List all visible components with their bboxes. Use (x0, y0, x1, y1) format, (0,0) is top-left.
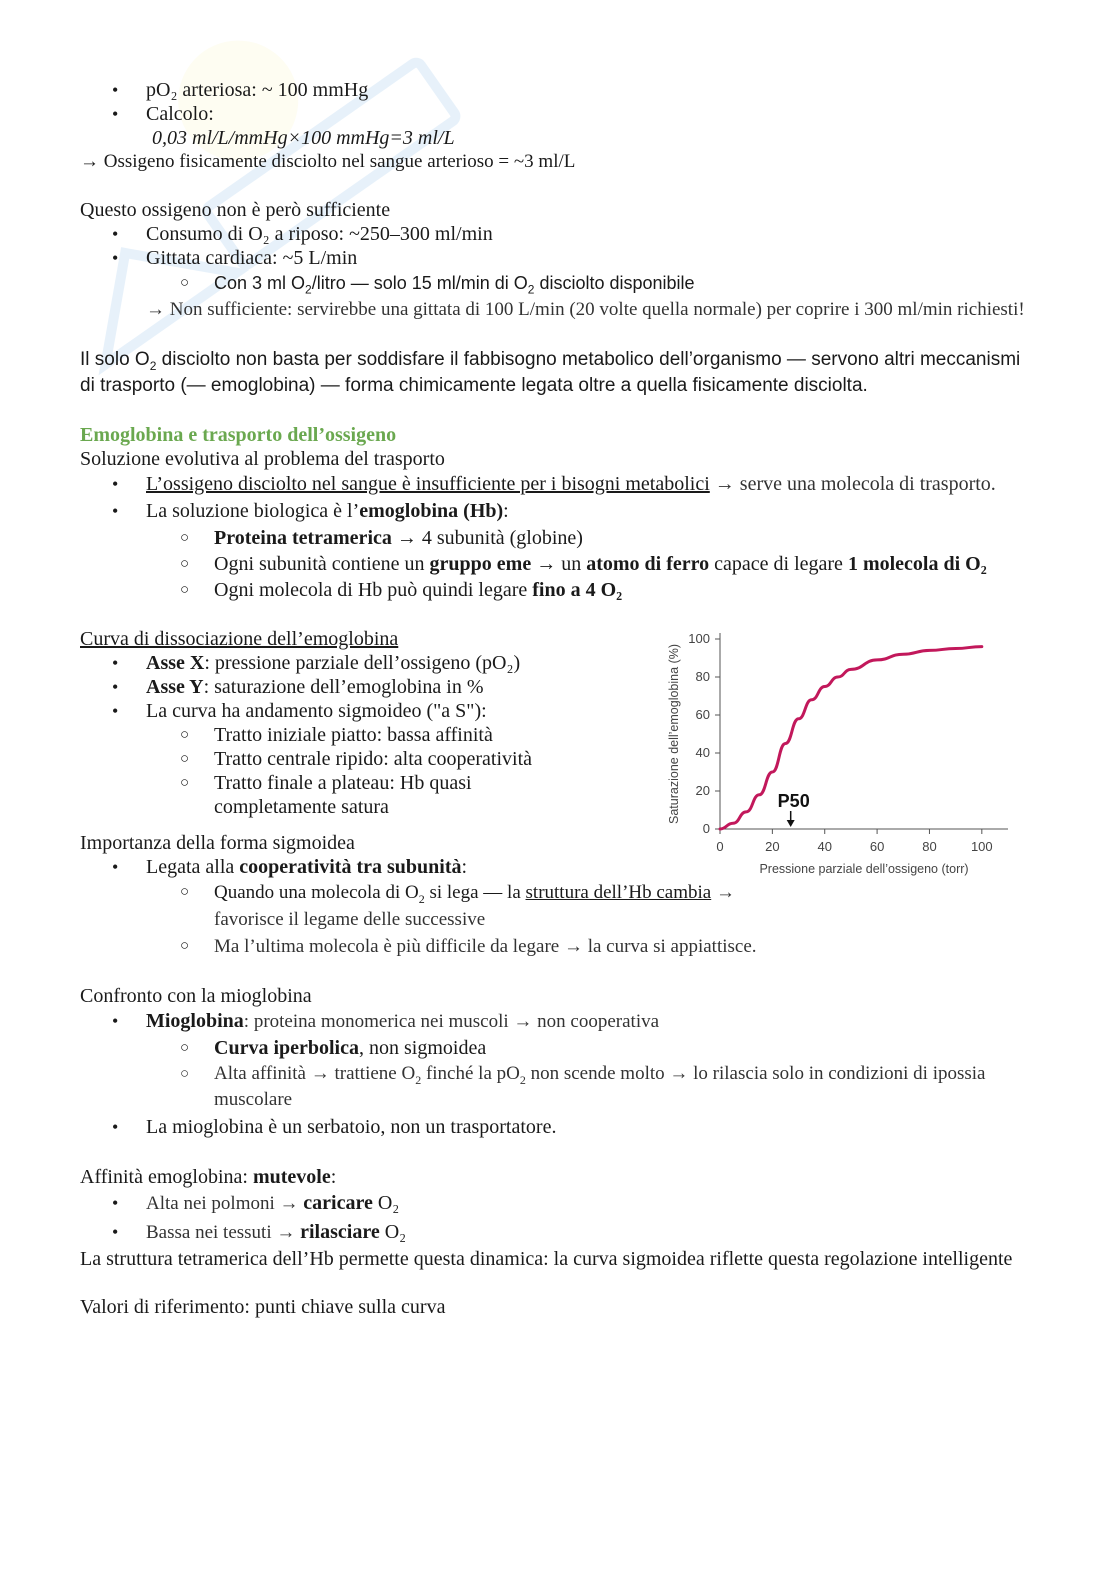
y-tick-label: 80 (695, 669, 710, 684)
list-item: • Gittata cardiaca: ~5 L/min (80, 246, 1040, 270)
list-subitem: ○ Tratto finale a plateau: Hb quasi completamente satura (80, 771, 514, 819)
list-subitem: ○ Ogni subunità contiene un gruppo eme → un atomo di ferro capace di legare 1 molecola di O₂ (80, 551, 1040, 577)
chart-svg (662, 621, 1014, 879)
x-tick-label: 0 (716, 839, 724, 854)
list-subitem: ○ Tratto iniziale piatto: bassa affinità (80, 723, 600, 747)
list-item: • pO₂ arteriosa: ~ 100 mmHg (80, 78, 1040, 102)
note: → Non sufficiente: servirebbe una gittata di 100 L/min (20 volte quella normale) per coprire i 300 ml/min richiesti! (146, 299, 1025, 320)
paragraph: Il solo $O_2$ disciolto non basta per soddisfare il fabbisogno metabolico dell’organismo — servono altri meccanismi di trasporto (— emoglobina) — forma chimicamente legata oltre a quella fisicamente disciolta. (80, 349, 1021, 396)
list-subitem: ○ Ma l’ultima molecola è più difficile da legare → la curva si appiattisce. (80, 933, 1040, 960)
section-title: Confronto con la mioglobina (80, 985, 312, 1007)
y-tick-label: 60 (695, 707, 710, 722)
document-page (80, 78, 1040, 1319)
p50-arrow-head (787, 820, 795, 827)
list-subitem: ○ Ogni molecola di Hb può quindi legare fino a 4 O₂ (80, 577, 1040, 603)
section-title: Affinità emoglobina: mutevole: (80, 1166, 337, 1188)
paragraph: La struttura tetramerica dell’Hb permette questa dinamica: la curva sigmoidea riflette questa regolazione intelligente (80, 1248, 1013, 1270)
list-item: • Mioglobina: proteina monomerica nei muscoli → non cooperativa (80, 1008, 1040, 1035)
x-tick-label: 80 (922, 839, 937, 854)
section-title: Curva di dissociazione dell’emoglobina (80, 628, 399, 650)
y-tick-label: 100 (688, 631, 710, 646)
section-title: Questo ossigeno non è però sufficiente (80, 199, 391, 221)
list-subitem: ○ Quando una molecola di $O_2$ si lega — la struttura dell’Hb cambia → favorisce il legame delle successive (80, 879, 774, 933)
list-item: • Legata alla cooperatività tra subunità: (80, 855, 1040, 879)
section-title: Importanza della forma sigmoidea (80, 832, 355, 854)
dissociation-curve-section (80, 627, 1040, 960)
x-tick-label: 20 (765, 839, 780, 854)
oxygen-dissociation-chart (662, 621, 1014, 879)
p50-label: P50 (777, 791, 810, 811)
result-line: → Ossigeno fisicamente disciolto nel sangue arterioso = ~3 ml/L (80, 151, 576, 172)
calculation: 0,03 ml/L/mmHg×100 mmHg=3 ml/L (152, 127, 455, 149)
y-tick-label: 20 (695, 783, 710, 798)
list-item: • Consumo di O₂ a riposo: ~250–300 ml/min (80, 222, 1040, 246)
paragraph: Valori di riferimento: punti chiave sulla curva (80, 1296, 446, 1318)
list-item: • La curva ha andamento sigmoideo ("a S"): (80, 699, 600, 723)
y-tick-label: 40 (695, 745, 710, 760)
list-subitem: ○ Tratto centrale ripido: alta cooperatività (80, 747, 600, 771)
y-tick-label: 0 (702, 821, 710, 836)
list-subitem: ○ Proteina tetramerica → 4 subunità (globine) (80, 525, 1040, 551)
section-heading: Emoglobina e trasporto dell’ossigeno (80, 424, 397, 446)
series-line-hemoglobin (720, 647, 982, 829)
x-axis-title: Pressione parziale dell’ossigeno (torr) (759, 862, 969, 876)
list-item: • Asse Y: saturazione dell’emoglobina in % (80, 675, 600, 699)
list-item: • La mioglobina è un serbatoio, non un trasportatore. (80, 1113, 1040, 1141)
intro-text: Soluzione evolutiva al problema del trasporto (80, 448, 445, 470)
list-item: • L’ossigeno disciolto nel sangue è insufficiente per i bisogni metabolici → serve una molecola di trasporto. (80, 471, 1040, 498)
x-tick-label: 100 (970, 839, 993, 854)
list-item: • Asse X: pressione parziale dell’ossigeno (pO₂) (80, 651, 600, 675)
list-item: • Calcolo: (80, 102, 1040, 126)
x-tick-label: 40 (817, 839, 832, 854)
list-subitem: ○ Con 3 ml $O_2$/litro — solo 15 ml/min di $O_2$ disciolto disponibile (80, 270, 1040, 296)
list-item: • Bassa nei tessuti → rilasciare O₂ (80, 1218, 1040, 1247)
list-item: • Alta nei polmoni → caricare O₂ (80, 1189, 1040, 1218)
y-axis-title: Saturazione dell’emoglobina (%) (667, 644, 681, 824)
x-tick-label: 60 (869, 839, 885, 854)
list-subitem: ○ Curva iperbolica, non sigmoidea (80, 1035, 1040, 1061)
list-item: • La soluzione biologica è l’emoglobina (Hb): (80, 498, 1040, 525)
list-subitem: ○ Alta affinità → trattiene $O_2$ finché la $pO_2$ non scende molto → lo rilascia solo in condizioni di ipossia muscolare (80, 1061, 1040, 1113)
